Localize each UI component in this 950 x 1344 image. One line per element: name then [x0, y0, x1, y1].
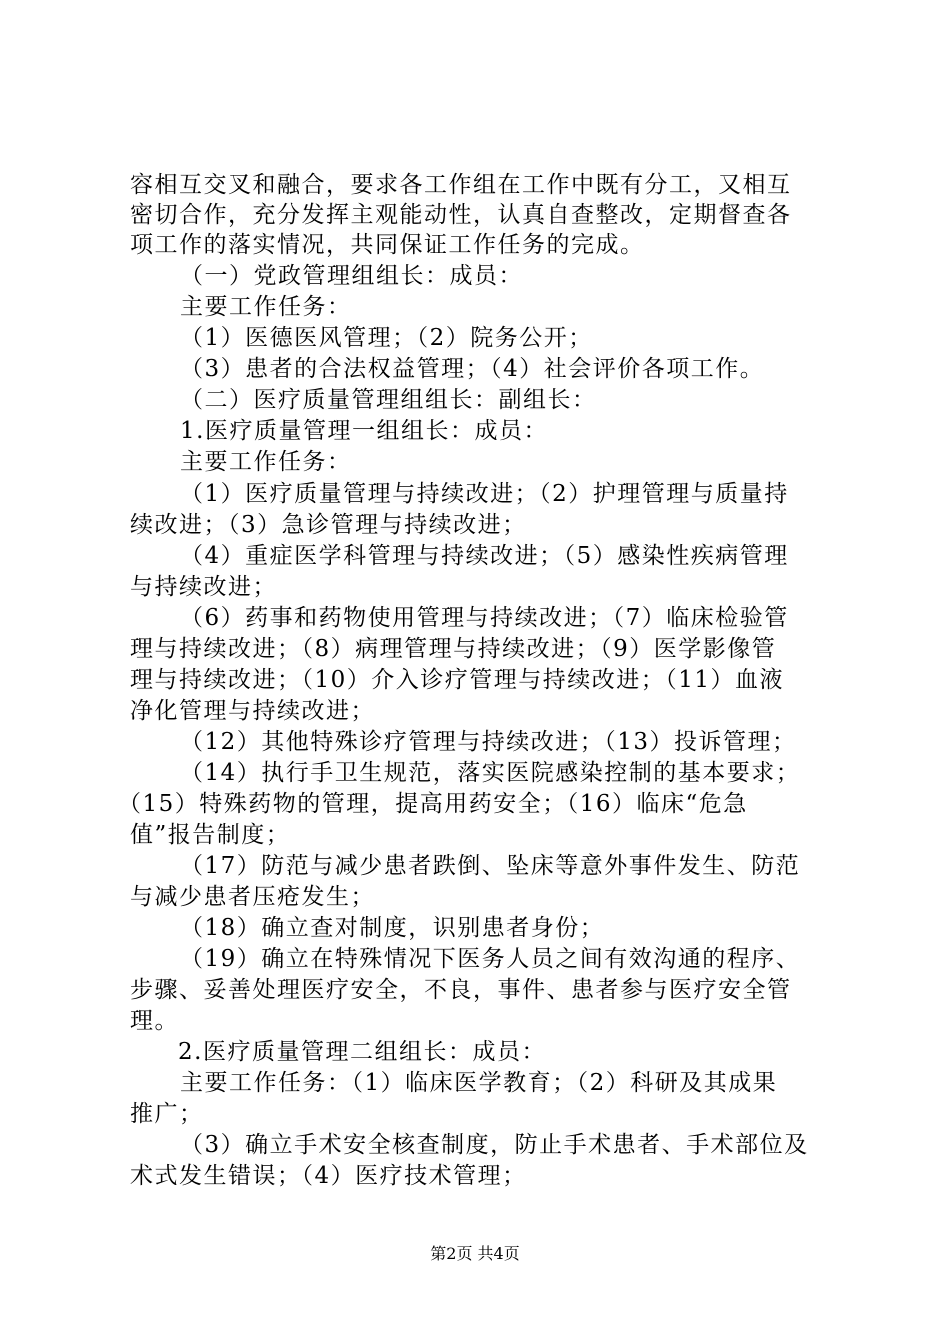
text-line: （6）药事和药物使用管理与持续改进；（7）临床检验管: [180, 605, 789, 631]
text-line: （3）确立手术安全核查制度，防止手术患者、手术部位及: [180, 1132, 809, 1158]
text-line: 项工作的落实情况，共同保证工作任务的完成。: [130, 232, 645, 258]
text-line: （4）重症医学科管理与持续改进；（5）感染性疾病管理: [180, 543, 789, 569]
text-line: 与持续改进；: [130, 574, 277, 600]
text-line: （17）防范与减少患者跌倒、坠床等意外事件发生、防范: [180, 853, 801, 879]
section-heading: （一）党政管理组组长：成员：: [180, 263, 523, 289]
text-line: 主要工作任务：: [180, 449, 352, 475]
text-line: （14）执行手卫生规范，落实医院感染控制的基本要求；: [180, 760, 801, 786]
text-line: （12）其他特殊诊疗管理与持续改进；（13）投诉管理；: [180, 729, 797, 755]
subsection-heading: 2.医疗质量管理二组组长：成员：: [178, 1039, 546, 1065]
text-line: （15）特殊药物的管理，提高用药安全；（16）临床“危急: [118, 791, 748, 817]
page-number-footer: 第2页 共4页: [430, 1244, 520, 1263]
text-line: 理。: [130, 1008, 179, 1034]
text-line: （3）患者的合法权益管理；（4）社会评价各项工作。: [180, 356, 765, 382]
text-line: （18）确立查对制度，识别患者身份；: [180, 915, 605, 941]
text-line: 值”报告制度；: [130, 822, 291, 848]
text-line: 主要工作任务：（1）临床医学教育；（2）科研及其成果: [180, 1070, 778, 1096]
section-heading: （二）医疗质量管理组组长：副组长：: [180, 387, 597, 413]
text-line: （19）确立在特殊情况下医务人员之间有效沟通的程序、: [180, 946, 801, 972]
text-line: 净化管理与持续改进；: [130, 698, 375, 724]
text-line: 理与持续改进；（8）病理管理与持续改进；（9）医学影像管: [130, 636, 777, 662]
text-line: 密切合作，充分发挥主观能动性，认真自查整改，定期督查各: [130, 202, 792, 228]
subsection-heading: 1.医疗质量管理一组组长：成员：: [180, 418, 548, 444]
text-line: 术式发生错误；（4）医疗技术管理；: [130, 1163, 527, 1189]
text-line: 理与持续改进；（10）介入诊疗管理与持续改进；（11）血液: [130, 667, 785, 693]
text-line: 续改进；（3）急诊管理与持续改进；: [130, 512, 527, 538]
text-line: 推广；: [130, 1101, 204, 1127]
text-line: （1）医德医风管理；（2）院务公开；: [180, 325, 593, 351]
text-line: 容相互交叉和融合，要求各工作组在工作中既有分工，又相互: [130, 172, 792, 198]
text-line: 主要工作任务：: [180, 294, 352, 320]
text-line: （1）医疗质量管理与持续改进；（2）护理管理与质量持: [180, 481, 789, 507]
text-line: 与减少患者压疮发生；: [130, 884, 375, 910]
text-line: 步骤、妥善处理医疗安全，不良，事件、患者参与医疗安全管: [130, 977, 792, 1003]
